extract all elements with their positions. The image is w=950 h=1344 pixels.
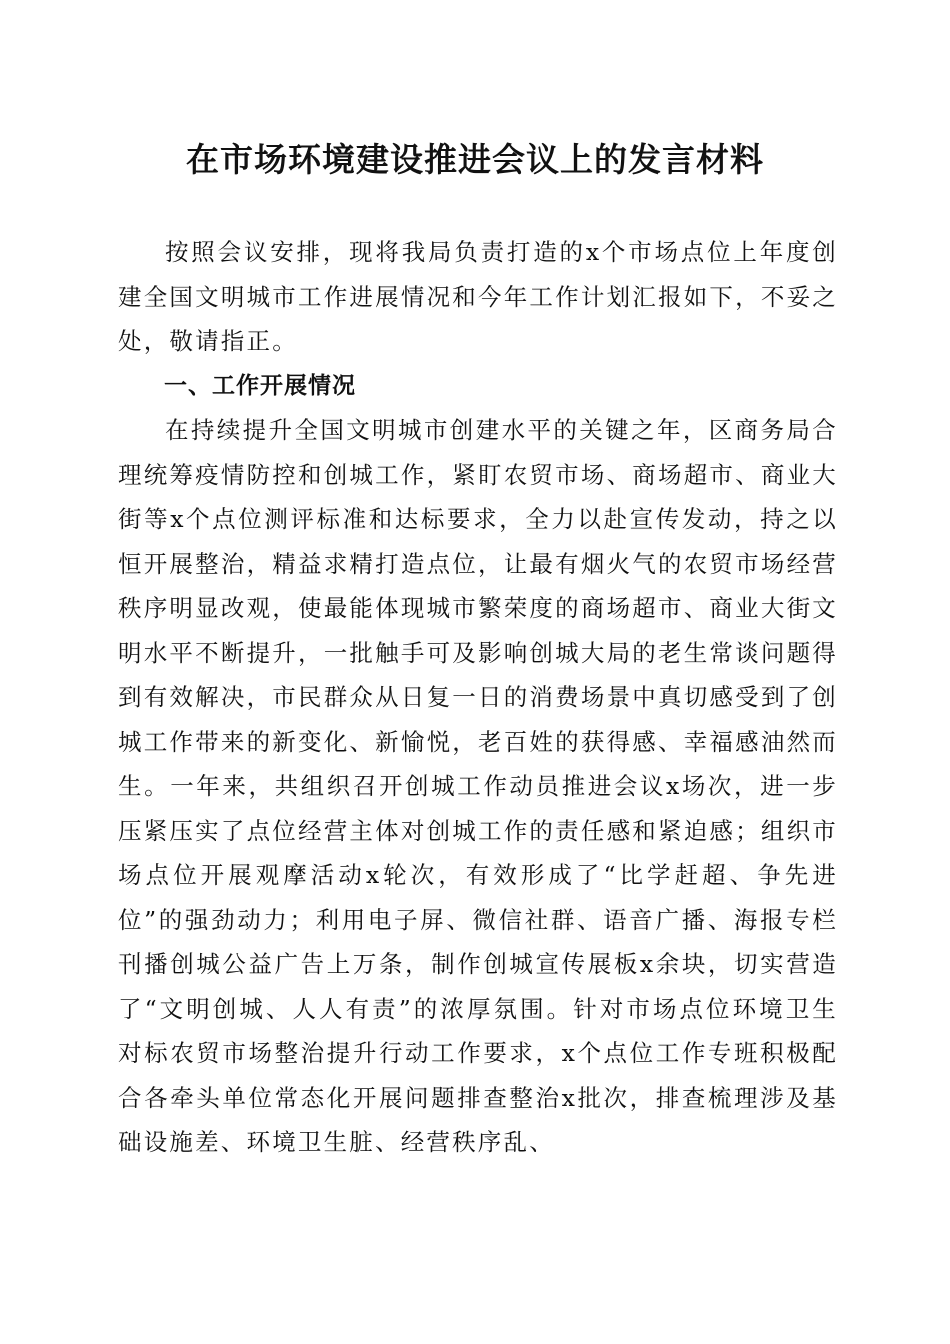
intro-paragraph: 按照会议安排，现将我局负责打造的x个市场点位上年度创建全国文明城市工作进展情况和今年工作计划汇报如下，不妥之处，敬请指正。 (118, 238, 838, 355)
section-heading: 一、工作开展情况 (164, 373, 356, 399)
body-paragraph: 在持续提升全国文明城市创建水平的关键之年，区商务局合理统筹疫情防控和创城工作，紧盯农贸市场、商场超市、商业大街等x个点位测评标准和达标要求，全力以赴宣传发动，持之以恒开展整治，精益求精打造点位，让最有烟火气的农贸市场经营秩序明显改观，使最能体现城市繁荣度的商场超市、商业大街文明水平不断提升，一批触手可及影响创城大局的老生常谈问题得到有效解决，市民群众从日复一日的消费场景中真切感受到了创城工作带来的新变化、新愉悦，老百姓的获得感、幸福感油然而生。一年来，共组织召开创城工作动员推进会议x场次，进一步压紧压实了点位经营主体对创城工作的责任感和紧迫感；组织市场点位开展观摩活动x轮次，有效形成了“比学赶超、争先进位”的强劲动力；利用电子屏、微信社群、语音广播、海报专栏刊播创城公益广告上万条，制作创城宣传展板x余块，切实营造了“文明创城、人人有责”的浓厚氛围。针对市场点位环境卫生对标农贸市场整治提升行动工作要求，x个点位工作专班积极配合各牵头单位常态化开展问题排查整治x批次，排查梳理涉及基础设施差、环境卫生脏、经营秩序乱、 (118, 416, 838, 1156)
document-title: 在市场环境建设推进会议上的发言材料 (186, 140, 764, 179)
